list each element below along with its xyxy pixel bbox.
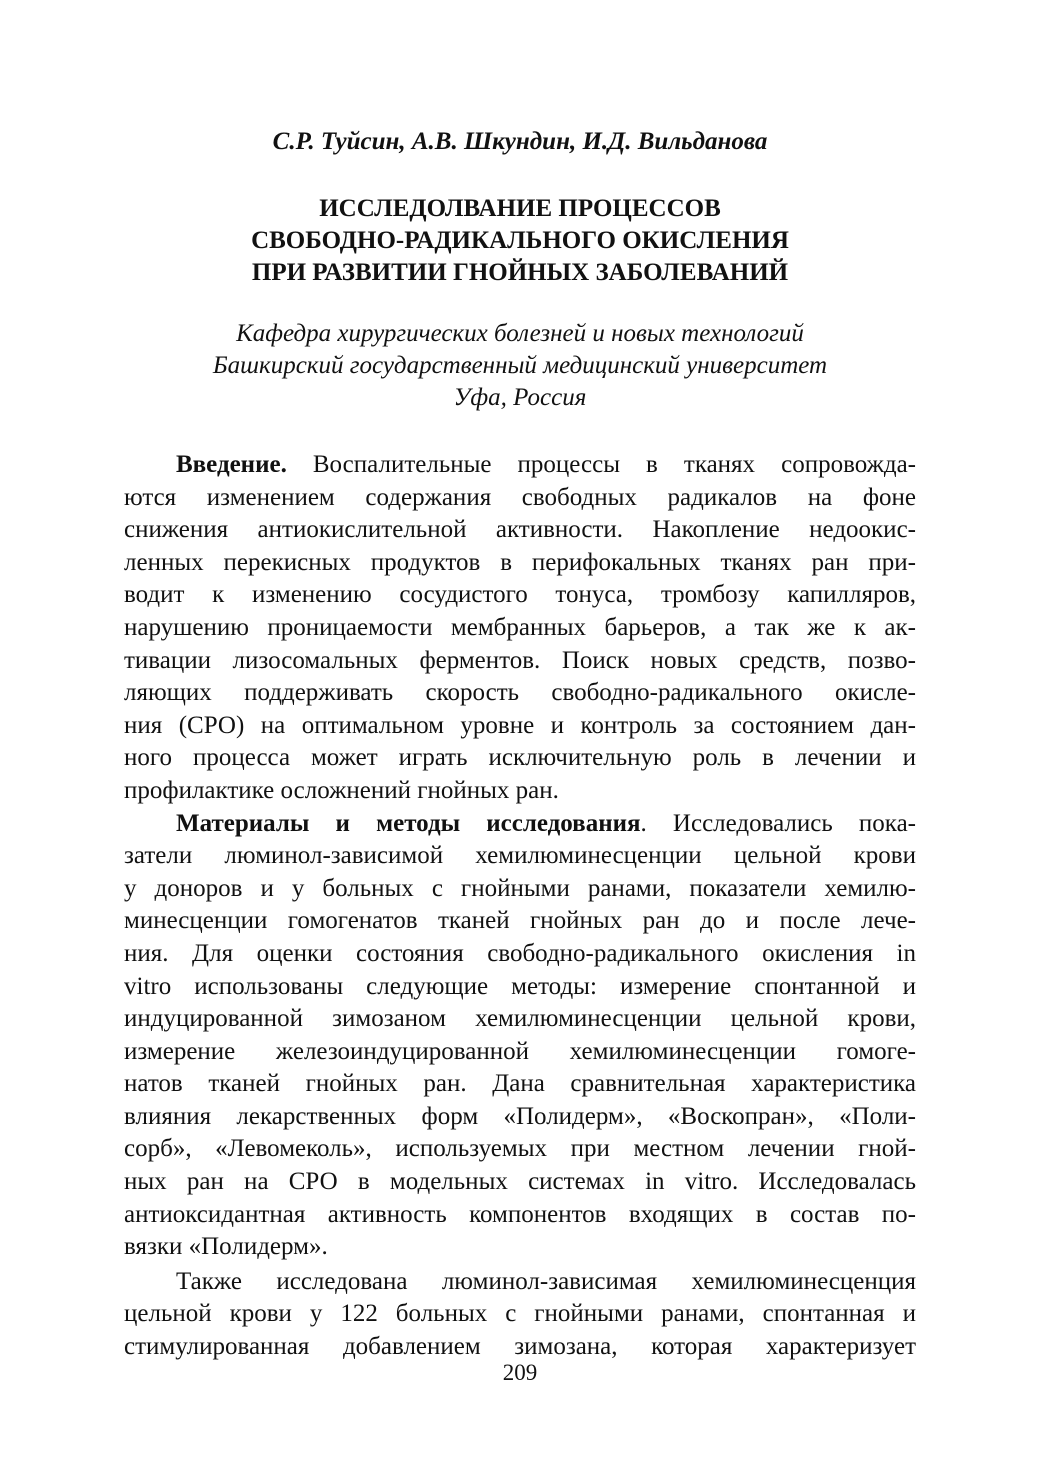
intro-line: снижения антиокислительной активности. Накопление недоокис- [124,516,916,544]
affiliation [124,318,916,414]
title-line: ИССЛЕДОЛВАНИЕ ПРОЦЕССОВ [319,195,721,222]
intro-line: водит к изменению сосудистого тонуса, тромбозу капилляров, [124,581,916,609]
methods-line: антиоксидантная активность компонентов входящих в состав по- [124,1200,916,1228]
also-first-line: Также исследована люминол-зависимая хемилюминесценция [176,1267,916,1295]
page-number: 209 [502,1360,538,1385]
also-line: цельной крови у 122 больных с гнойными ранами, спонтанная и [124,1300,916,1328]
intro-line: ленных перекисных продуктов в перифокальных тканях ран при- [124,548,916,576]
methods-line: ных ран на СРО в модельных системах in vitro. Исследовалась [124,1168,916,1196]
intro-line: ются изменением содержания свободных радикалов на фоне [124,483,916,511]
intro-first-line-text: Воспалительные процессы в тканях сопровожда- [286,451,916,478]
affiliation-location: Уфа, Россия [453,384,587,411]
methods-line: ния. Для оценки состояния свободно-радикального окисления in [124,939,916,967]
title-line: ПРИ РАЗВИТИИ ГНОЙНЫХ ЗАБОЛЕВАНИЙ [251,259,789,286]
methods-heading: Материалы и методы исследования [176,809,641,837]
affiliation-university: Башкирский государственный медицинский университет [212,352,828,379]
intro-line: профилактике осложнений гнойных ран. [124,776,559,804]
intro-line: тивации лизосомальных ферментов. Поиск новых средств, позво- [124,646,916,674]
methods-line: vitro использованы следующие методы: измерение спонтанной и [124,972,916,1000]
methods-line: натов тканей гнойных ран. Дана сравнительная характеристика [124,1070,916,1098]
title-line: СВОБОДНО-РАДИКАЛЬНОГО ОКИСЛЕНИЯ [251,227,789,254]
methods-line: сорб», «Левомеколь», используемых при местном лечении гной- [124,1135,916,1163]
also-line: стимулированная добавлением зимозана, которая характеризует [124,1333,916,1361]
intro-line: ного процесса может играть исключительную роль в лечении и [124,744,916,772]
intro-heading: Введение. [176,451,287,478]
methods-line: затели люминол-зависимой хемилюминесценции цельной крови [124,842,916,870]
article-title [124,193,916,289]
intro-line: ния (СРО) на оптимальном уровне и контроль за состоянием дан- [124,711,916,739]
methods-first-line-text: . Исследовались пока- [640,809,916,837]
affiliation-department: Кафедра хирургических болезней и новых технологий [236,320,804,347]
methods-line: влияния лекарственных форм «Полидерм», «Воскопран», «Поли- [124,1102,916,1130]
methods-line: минесценции гомогенатов тканей гнойных ран до и после лече- [124,907,916,935]
intro-first-line [124,449,916,482]
methods-line: индуцированной зимозаном хемилюминесценции цельной крови, [124,1005,916,1033]
methods-line: измерение железоиндуцированной хемилюминесценции гомоге- [124,1037,916,1065]
article-body [124,449,916,1364]
methods-line: у доноров и у больных с гнойными ранами, показатели хемилю- [124,874,916,902]
methods-first-line [124,808,916,841]
intro-line: ляющих поддерживать скорость свободно-радикального окисле- [124,679,916,707]
authors: С.Р. Туйсин, А.В. Шкундин, И.Д. Вильданова [272,128,768,155]
document-page [124,0,916,1471]
intro-line: нарушению проницаемости мембранных барьеров, а так же к ак- [124,613,916,641]
methods-line: вязки «Полидерм». [124,1233,328,1261]
